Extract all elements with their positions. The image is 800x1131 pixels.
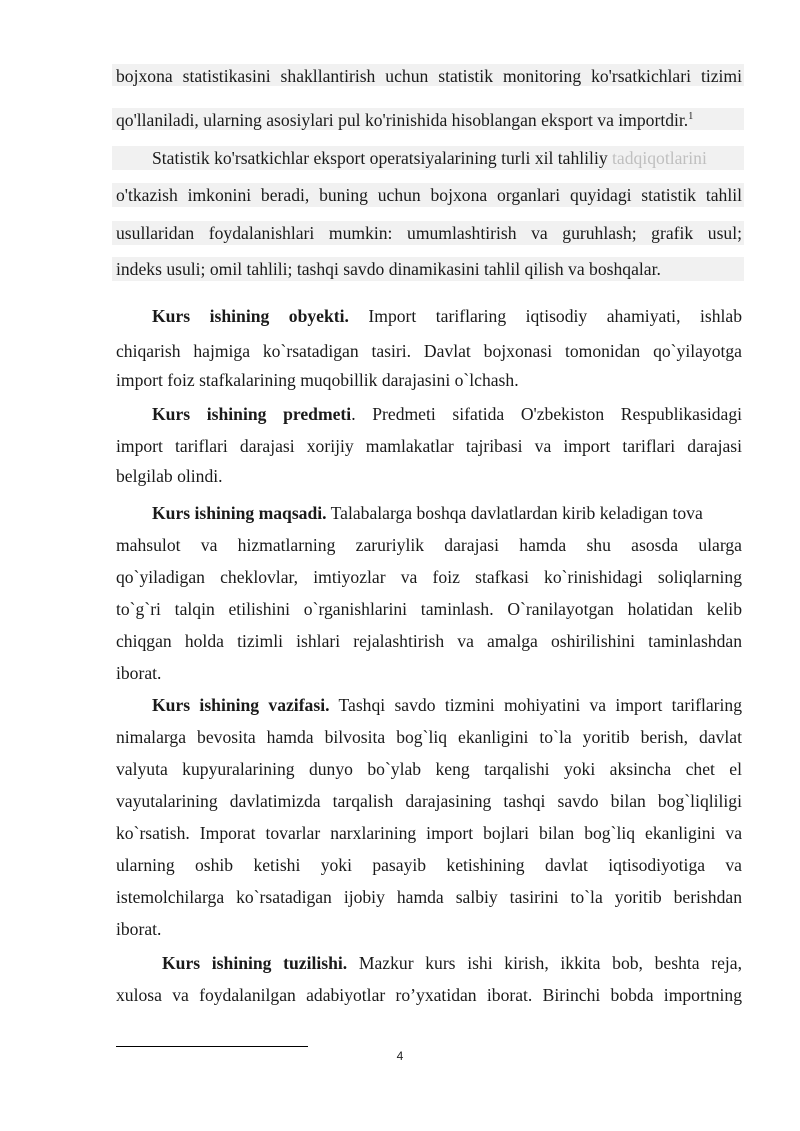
page-number: 4 [396,1049,404,1063]
body-line: iborat. [116,663,162,683]
body-line: qo'llaniladi, ularning asosiylari pul ko'rinishida hisoblangan eksport va importdir.$^1$ [116,110,694,130]
section-heading: Kurs ishining predmeti [152,404,352,424]
body-line: chiqarish hajmiga ko`rsatadigan tasiri. Davlat bojxonasi tomonidan qo`yilayotga [116,341,742,361]
body-line: ularning oshib ketishi yoki pasayib ketishining davlat iqtisodiyotiga va [116,855,742,875]
section-heading: Kurs ishining obyekti. [152,306,349,326]
section-line: Kurs ishining tuzilishi. Mazkur kurs ishi kirish, ikkita bob, beshta reja, [162,953,742,973]
body-line: chiqgan holda tizimli ishlari rejalashtirish va amalga oshirilishini taminlashdan [116,631,742,651]
body-line: ko`rsatish. Imporat tovarlar narxlarining import bojlari bilan bog`liq ekanligini va [116,823,742,843]
body-line: bojxona statistikasini shakllantirish uchun statistik monitoring ko'rsatkichlari tizimi [116,66,742,86]
body-line: o'tkazish imkonini beradi, buning uchun bojxona organlari quyidagi statistik tahlil [116,185,742,205]
body-line: istemolchilarga ko`rsatadigan ijobiy hamda salbiy tasirini to`la yoritib berishdan [116,887,742,907]
body-line: valyuta kupyuralarining dunyo bo`ylab keng tarqalishi yoki aksincha chet el [116,759,742,779]
faded-word: tadqiqotlarini [612,148,707,168]
body-line: nimalarga bevosita hamda bilvosita bog`liq ekanligini to`la yoritib berish, davlat [116,727,742,747]
body-line: xulosa va foydalanilgan adabiyotlar ro’yxatidan iborat. Birinchi bobda importning [116,985,742,1005]
section-line: Kurs ishining predmeti. Predmeti sifatida O'zbekiston Respublikasidagi [152,404,742,424]
section-heading: Kurs ishining maqsadi. [152,503,327,523]
body-line: belgilab olindi. [116,466,223,486]
body-line: qo`yiladigan cheklovlar, imtiyozlar va foiz stafkasi ko`rinishidagi soliqlarning [116,567,742,587]
body-line: to`g`ri talqin etilishini o`rganishlarini taminlash. O`ranilayotgan holatidan kelib [116,599,742,619]
footnote-separator [116,1046,308,1047]
body-line: import foiz stafkalarining muqobillik darajasini o`lchash. [116,370,519,390]
section-line: Kurs ishining obyekti. Import tariflaring iqtisodiy ahamiyati, ishlab [152,306,742,326]
body-line: iborat. [116,919,162,939]
body-line: mahsulot va hizmatlarning zaruriylik darajasi hamda shu asosda ularga [116,535,742,555]
section-heading: Kurs ishining tuzilishi. [162,953,348,973]
footnote-marker: 1 [688,111,694,123]
body-line: indeks usuli; omil tahlili; tashqi savdo dinamikasini tahlil qilish va boshqalar. [116,259,661,279]
section-line: Kurs ishining maqsadi. Talabalarga boshqa davlatlardan kirib keladigan tova [152,503,703,523]
body-line: usullaridan foydalanishlari mumkin: umumlashtirish va guruhlash; grafik usul; [116,223,742,243]
section-heading: Kurs ishining vazifasi. [152,695,330,715]
section-line: Kurs ishining vazifasi. Tashqi savdo tizmini mohiyatini va import tariflaring [152,695,742,715]
body-line: import tariflari darajasi xorijiy mamlakatlar tajribasi va import tariflari darajasi [116,436,742,456]
body-line: vayutalarining davlatimizda tarqalish darajasining tashqi savdo bilan bog`liqliligi [116,791,742,811]
body-line: Statistik ko'rsatkichlar eksport operatsiyalarining turli xil tahliliy tadqiqotlarini [152,148,707,168]
